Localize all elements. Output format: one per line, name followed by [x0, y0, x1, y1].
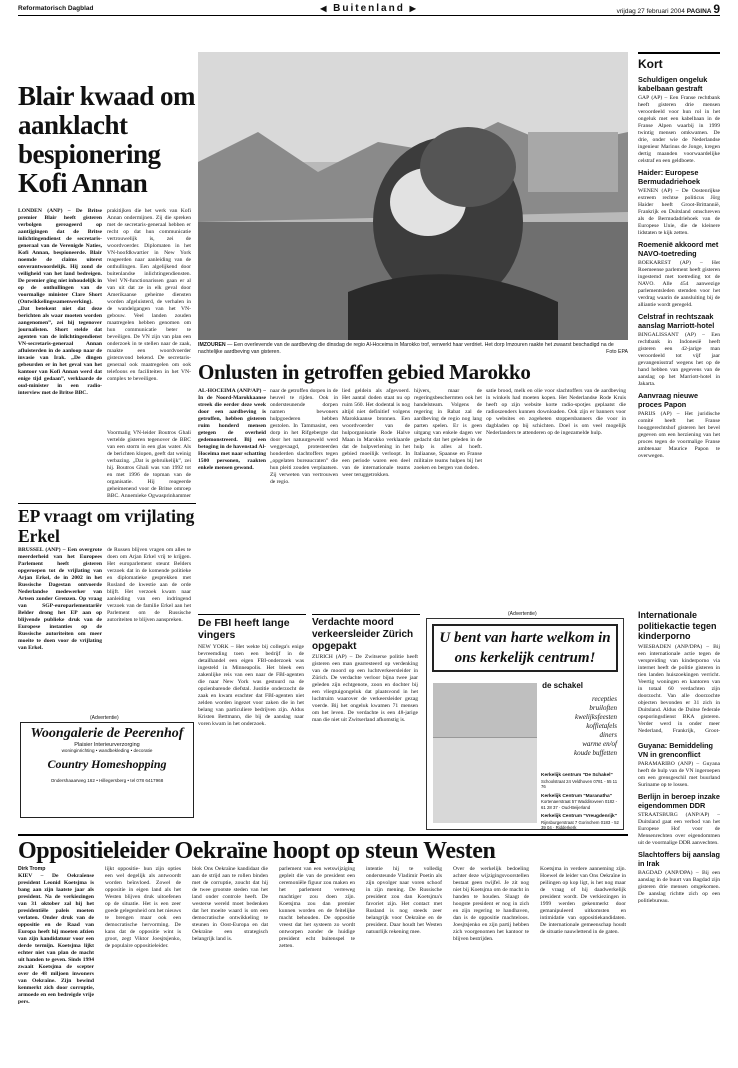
oekraine-column-1: Dirk Tromp KIEV – De Oekraïense president Leonid Koetsjma is bang aan zijn laatste jaar als president. Na de verkiezingen van 31 oktober zal hij het presidentiële paleis moeten verlaten. Onder druk van de oppositie en de Raad van Europa heeft hij moeten afzien van zijn kandidatuur voor een derde termijn. Koetsjma lijkt echter niet van plan de macht uit handen te geven. Sinds 1994 zwaait Koetsjma de scepter over de 48 miljoen inwoners van Oekraïne. Zijn bewind kenmerkt zich door corruptie, armoede en een bedreigde vrije pers.	[18, 866, 94, 1005]
kort-item: Celstraf in rechtszaak aanslag Marriott-hotel BINGALISSANT (AP) – Een rechtbank in Indonesië heeft gisteren een 42-jarige man veroordeeld tot vijf jaar gevangenisstraf wegens het op de hand hebben van gegevens van de aanslag op het Marriott-hotel in Jakarta.	[638, 312, 720, 387]
earthquake-photo-illustration	[198, 52, 628, 340]
oekraine-headline: Oppositieleider Oekraïne hoopt op steun Westen	[18, 834, 628, 865]
ep-headline: EP vraagt om vrijlating Erkel	[18, 503, 196, 546]
advertisement-kerkelijk-centrum[interactable]	[426, 618, 624, 830]
ad-tagline: woninginrichting • wandbekleding • decoratie	[61, 748, 153, 753]
fbi-headline: De FBI heeft lange vingers	[198, 614, 306, 641]
byline: Dirk Tromp	[18, 866, 46, 872]
kort-item: Haider: Europese Bermudadriehoek WENEN (AP) – De Oostenrijkse extreem rechtse politicus Jörg Haider heeft Groot-Brittannië, Frankrijk en Duitsland omschreven als de Bermudadriehoek van de Europese Unie, die de kleinere lidstaten te kijk zetten.	[638, 168, 720, 236]
onlusten-column-5: satie brood, melk en olie voor slachtoffers van de aardbeving in winkels had moeten kopen. Het Nederlandse Rode Kruis heeft op zijn website korte radio-spotjes geplaatst die radioszenders kunnen downloaden. Ook zijn er banners voor op websites en zogeheten stoppersbanners die voor in dagbladen op bij schichten. Doel is om veel mogelijk Nederlanders te attenderen op de ingezamelde hulp.	[486, 388, 626, 436]
kort-item: Guyana: Bemiddeling VN in grenconflict PARAMARIBO (ANP) – Guyana heeft de hulp van de VN ingeroepen om een grensgeschil met buurland Suriname op te lossen.	[638, 741, 720, 788]
page-date-block	[617, 2, 720, 16]
blair-column-1: LONDEN (ANP) – De Britse premier Blair heeft gisteren verbolgen gereageerd op aantijgingen dat de Britse inlichtingendienst de secretaris-generaal van de Verenigde Naties, Kofi Annan, bespioneerde. Blair noemde de claims uiterst onverantwoordelijk. Hij zond de veiligheid van het land bedreigen. De premier ging niet inhoudelijk in op de onthullingen van de voormalige minister Clare Short (Ontwikkelingssamenwerking). „Dat betekent niet dat deze berichten als waar moeten worden aangenomen”, zei hij tegenover journalisten. Short stelde dat agenten van de inlichtingendienst VN-secretaris-generaal Annan afluisterden in de aanloop naar de invasie van Irak. „De dingen gebeurden er in het geval van het kantoor van Kofi Annan werd dat enige tijd gedaan”, verklaarde de oud-minister in een radio-interview met de Britse BBC.	[18, 208, 102, 396]
oekraine-column-3: blok Ons Oekraïne kandidaat die aan de strijd aan te rollen binden met de corruptie, zoucht dat hij de twee grootste steden van het land onder controle heeft. De westerse wereld moet bedenken dat het moeite waard is om een democratische ontwikkeling te steunen in Oost-Europa en dat Oekraïne een strategisch belangrijk land is.	[192, 866, 268, 942]
onlusten-column-3: lied geldein als afgevoerd. Het aantal doden staat nu op ruim 560. Het dodental is nog altijd niet definitief volgens Marokkaanse bronnen. Een woordvoerder van de hulporganisatie Rode Halve Maan in Marokko verklaarde dat de hulpverlening in het gebied moeilijk verloopt. In een periode waren een deel van de internationale teams weer teruggetrokken.	[342, 388, 410, 478]
newspaper-name: Reformatorisch Dagblad	[18, 5, 94, 12]
onlusten-column-4: hijvers, maar de regeringsbeschermten ook het handelsteam. Volgens de regering in Rabat zal de aardbeving de regio nog lang parten spelen. Er is geen uitgang van enkele dagen ver gedacht dat het geleden in de hulp is alles al hoeft. Italiaanse, Spaanse en Franse militaire teams hulpen bij het zoeken en bergen van doden.	[414, 388, 482, 471]
ad2-services: recepties bruiloften kwelijksfeesten koffietafels diners warme en/of koude buffetten	[574, 695, 617, 757]
triangle-left-icon: ◀	[320, 4, 329, 13]
section-title: ◀ Buitenland ▶	[320, 3, 418, 14]
ad2-contacts: Kerkelijk centrum "De Schakel" Schoolstraat 24 Veldhoven 0781 - 55 11 76 Kerkelijk Centrum "Maranatha" Kortenaerstraat 57 Waddinxveen 0182 - 61 28 37 · Oud-Beijerland Kerkelijk Centrum "Vreugdenrijk" Rijnsburgerstraat 7 Gorinchem 0183 - 52 39 04 · Ridderkerk	[541, 773, 619, 830]
page-header	[18, 2, 720, 16]
triangle-right-icon: ▶	[409, 4, 418, 13]
internationale-body: WIESBADEN (ANP/DPA) – Bij een internationale actie tegen de verspreiding van kinderporno via internet heeft de politie gisteren in tien landen huiszoekingen verricht. Veertig woningen en kantoren van in totaal 60 verdachten zijn doorzocht. Van alle doorzochte objecten bevonden er 31 zich in Duitsland. Aldus de Duitse federale opsporingsdienst BKA gisteren. Verder werd in onder meer Nederland, Frankrijk, Groot-	[638, 644, 720, 734]
zurich-headline: Verdachte moord verkeersleider Zürich opgepakt	[312, 614, 420, 653]
ad-address: Ondershaaarweg 162 • Hillegersberg • tel 078 6417968	[50, 778, 164, 783]
oekraine-column-7: Koetsjma in verdere aanneming zijn. Hoewel de leider van Ons Oekraïne in peilingen op kop ligt, is het nog maar de vraag of hij daadwerkelijk president wordt. De verkiezingen in 1999 werden gekenmerkt door gemanipuleerd uitkomsten en intimidatie van oppositiekandidaten. De internationale gemeenschap houdt de situatie nauwlettend in de gaten.	[540, 866, 626, 935]
ad-brand: Country Homeshopping	[47, 757, 167, 771]
page-number: 9	[713, 1, 720, 16]
oekraine-column-4: parlement van een wetswijziging gepleit die van de president een ceremoniële figuur zou maken en het parlement verreweg machtiger zou doen zijn. Koetsjma zou dan premier kunnen worden en de feitelijke macht behouden. De oppositie vreest dat het systeem zo wordt ontworpen zonder de huidige president echt buitenspel te zetten.	[279, 866, 355, 949]
photo-caption: IMZOUREN — Een overlevende van de aardbeving die dinsdag de regio Al-Hoceima in Marokko trof, verwerkt haar verdriet. Het dorp Imzouren raakte het zwaarst beschadigd na de nachtelijke aardbeving van gisteren. Foto EPA	[198, 342, 628, 355]
zurich-body: ZÜRICH (AP) – De Zwitserse politie heeft gisteren een man gearresteerd op verdenking van de moord op een luchtverkeersleider in Zürich. De verdachte verloor bijna twee jaar geleden zijn echtgenote, zoon en dochter bij een vliegtuigongeluk dat plaatsvond in het luchtruim waarover de verkeersleider gezag voerde. Bij het ongeluk kwamen 71 mensen om het leven. De verdachte is een 48-jarige man die niet uit Zwitserland afkomstig is.	[312, 654, 418, 723]
oekraine-column-6: Over de werkelijk bedoeling achter deze wijzigingsvoorstellen bestaat geen twijfel. Je zit nog niet bij Koetsjma om de macht in handen te houden. Slaagt de hoogste president er nog in zich en zijn regering te handhaven, dan is de oppositie machteloos. Joesjtsjenko en zijn partij hebben zich voorgenomen het kantoor te blijven bestrijden.	[453, 866, 529, 942]
ad2-banner: U bent van harte welkom in ons kerkelijk centrum!	[432, 624, 618, 672]
date: vrijdag 27 februari 2004	[616, 7, 685, 15]
kort-item: Berlijn in beroep inzake eigendommen DDR STRAATSBURG (ANP/AP) – Duitsland gaat een verbod van het Europese Hof voor de Mensenrechten over eigendommen uit de voormalige DDR aanvechten.	[638, 792, 720, 846]
onlusten-headline: Onlusten in getroffen gebied Marokko	[198, 360, 531, 384]
kort-item: Roemenië akkoord met NAVO-toetreding BOEKAREST (AP) – Het Roemeense parlement heeft gisteren ingestemd met toetreding tot de NAVO. Alle 454 aanwezige parlementsleden stemden voor het verdrag waarin de aansluiting bij de alliantie wordt geregeld.	[638, 240, 720, 308]
ad2-photo-2	[433, 737, 537, 823]
kort-column	[638, 72, 720, 602]
page-label: PAGINA	[686, 7, 712, 15]
advertisement-peerenhof[interactable]	[20, 722, 194, 818]
ep-column-2: de Russen blijven vragen om alles te doen om Arjan Erkel vrij te krijgen. Het europarlement steunt Belders verzoek dat in de komende politieke en diplomatieke gesprekken met Rusland de kwestie aan de orde blijft. Het verzoek kwam naar aanleiding van een indringend verzoek van de familie Erkel aan het Parlement om de Russische autoriteiten te blijven aanspreken.	[107, 547, 191, 623]
advertisement-label-2: (Advertentie)	[508, 611, 537, 617]
blair-headline: Blair kwaad om aanklacht bespionering Kofi Annan	[18, 81, 196, 198]
internationale-headline: Internationale politiekactie tegen kinderporno	[638, 610, 717, 641]
advertisement-label: (Advertentie)	[90, 715, 119, 721]
earthquake-photo	[198, 52, 628, 340]
kort-item: Schuldigen ongeluk kabelbaan gestraft GAP (AP) – Een Franse rechtbank heeft gisteren drie mensen veroordeeld voor hun rol in het ongeluk met een kabelbaan in de Franse Alpen waarbij in 1999 twintig mensen omkwamen. De drie, onder wie de Nederlandse ingenieur Marinus de Jonge, kregen dertig maanden voorwaardelijke celstraf en een geldboete.	[638, 75, 720, 164]
oekraine-column-2: lijkt oppositie- hun zijn opties een wel degelijk als antwoordt worden beïnvloed. Zowel de oppositie in eigen land als het Westen blijven druk uitoefenen op de situatie. Het is een zeer goede gelegenheid om het nieuws te brengen maar ook een democratische hervorming. De kans dat de oppositie wint is groot, zegt Viktor Joesjtsjenko, de populaire oppositieleider.	[105, 866, 181, 949]
kort-heading: Kort	[638, 52, 720, 71]
ep-column-1: BRUSSEL (ANP) – Een overgrote meerderheid van het Europees Parlement heeft gisteren opgeroepen tot de vrijlating van Arjan Erkel, de in 2002 in het Russische Dagestan ontvoerde Nederlandse medewerker van Artsen zonder Grenzen. Op vraag van SGP-europarlementariër Belder drong het EP aan op blijvende publieke druk van de Europese instanties op de Russische autoriteiten om meer moeite te doen voor de vrijlating van Erkel.	[18, 547, 102, 651]
kort-column-lower	[638, 738, 720, 1064]
fbi-body: NEW YORK – Het wekte bij collega's enige bevreemding toen een bedrijf in de detailhandel een eigen FBI-onderzoek was ingesteld in Minneapolis. Het bleek een zakenlijke reis van een naar de FBI-agenten die naar New York was gestuurd na de opzienbarende diefstal. Justitie onderzocht de zaak en kwam erachter dat FBI-agenten niet zelden worden ingezet voor zaken die in het belang van particuliere bedrijven zijn. Aldus Kristen Bettmann, die bij de aanslag naar voren kwam in het onderzoek.	[198, 644, 304, 727]
kort-item: Aanvraag nieuwe proces Papon PARIJS (AP) – Het juridische comité heeft het Franse hooggerechtshof gisteren het bevel gegeven om een herziening van het proces tegen de voormalige Franse ambtenaar Maurice Papon te overwegen.	[638, 391, 720, 459]
oekraine-column-5: intentie hij te volledig ondersteunde Vladimir Poetin als zijn opvolger naar voren schoof in zijn mening. De Russische president zou dan Koetsjma's favoriet zijn. Het contact met Rusland is nog steeds zeer belangrijk voor Oekraïne en de president. Daar houdt het Westen natuurlijk rekening mee.	[366, 866, 442, 935]
ad-subtitle: Plaisier Interieurverzorging	[74, 742, 140, 748]
blair-column-3: Voormalig VN-leider Boutros Ghali vertelde gisteren tegenover de BBC van een storm in een glas water. Als de berichten klopen, geeft dat weinig verbazing. „Dat is gebruikelijk”, zei hij. Boutros Ghali was van 1992 tot en met 1996 de topman van de organisatie. Hij reageerde geheimenend voor de Britse omroep BBC. Annemieke Ogwasprinhammer	[107, 430, 191, 499]
onlusten-column-2: naar de getroffen dorpen in de heuvel te rijden. Ook in ondersteunende dorpen namen bewoners hulpgoederen hebben gestolen. In Tammasint, een dorp in het Rifgebergte dat door het natuurgeweld werd weggevaagd, protesteerden honderden slachtoffers tegen „opgelaten bureaucraten” die hun pleiti zouden verplaatsen. Zij verweten van vertrouwen de regio.	[270, 388, 338, 485]
ad2-logo: de schakel	[542, 681, 583, 690]
blair-column-2: prakitijken die het werk van Kofi Annan ondermijnen. Zij die spreken met de secretaris-generaal hebben er recht op dat hun communicatie vertrouwelijk is, zei de woordvoerder. Diplomaten in het VN-hoofdkwartier in New York reageerden naar aanleiding van de onthullingen. Een algelijkend door buitenlandse inlichtingendiensten. Veel VN-functionarissen gaan er al van uit dat ze in elk geval door Amerikaanse geheime diensten worden afgeluisterd, de verhalen in de wandelgangen van het VN-gebouw. Veel landen zouden maatregelen hebben genomen om hun communicatie beter te beveiligen. De VN zijn van plan een onderzoek in te stellen naar de zaak, maakte een woordvoerder gisteravond bekend. De secretaris-generaal ook maatregelen om ook telefoons en faciliteiten in het VN-complex te beveiligen.	[107, 208, 191, 382]
onlusten-column-1: AL-HOCEIMA (ANP/AP) – In de Noord-Marokkaanse streek die eerder deze week door een aardbeving is getroffen, hebben gisteren ruim honderd mensen getegen de overheid gedemonstreerd. Bij een betoging in de havenstad Al-Hoceima met naar schatting 1500 personen, raakten enkele mensen gewond.	[198, 388, 266, 471]
kort-item: Slachtoffers bij aanslag in Irak BAGDAD (ANP/DPA) – Bij een aanslag in de buurt van Bagdad zijn gisteren drie mensen omgekomen. De aanslag richtte zich op een politiebureau.	[638, 850, 720, 904]
ad-title: Woongalerie de Peerenhof	[30, 726, 184, 741]
